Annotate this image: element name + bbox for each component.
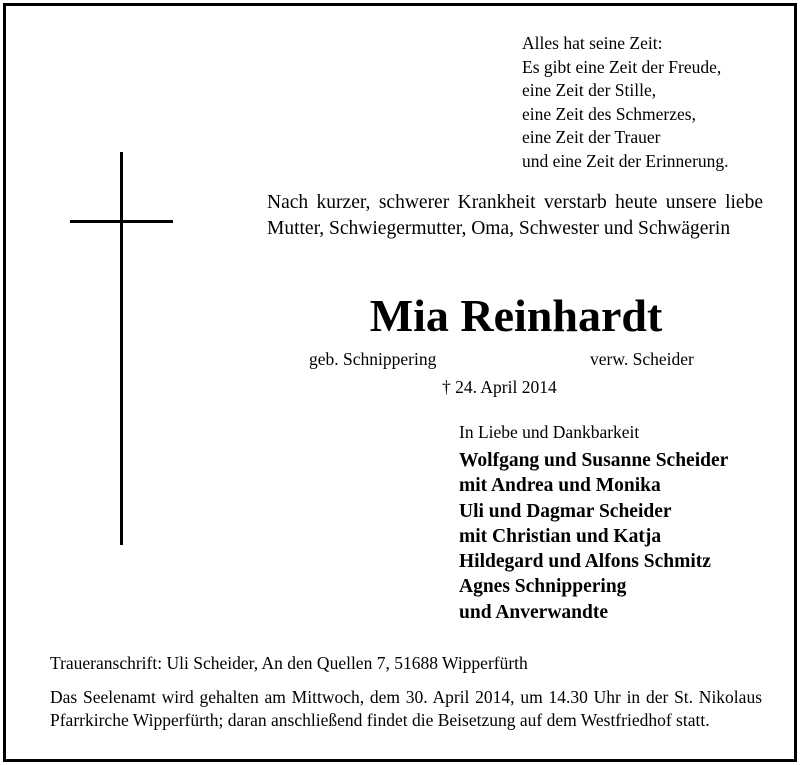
deceased-name: Mia Reinhardt [369,290,663,341]
mourner-line: Wolfgang und Susanne Scheider [459,450,729,471]
mourner-line: mit Christian und Katja [459,525,662,547]
poem-line: Es gibt eine Zeit der Freude, [522,56,722,77]
poem-line: eine Zeit der Trauer [522,127,661,147]
birth-name: geb. Schnippering [309,349,437,369]
poem-line: eine Zeit der Stille, [522,80,657,100]
poem [522,32,782,173]
poem-line: und eine Zeit der Erinnerung. [522,150,729,171]
intro-text: Nach kurzer, schwerer Krankheit verstarb heute unsere liebe Mutter, Schwiegermutter, Oma, Schwester und Schwägerin [267,192,763,239]
mourner-line: mit Andrea und Monika [459,475,661,497]
poem-line: eine Zeit des Schmerzes, [522,103,696,124]
widowed-name: verw. Scheider [590,349,694,369]
mourner-line: und Anverwandte [459,601,608,623]
obituary-notice [3,3,797,762]
poem-line: Alles hat seine Zeit: [522,33,663,53]
death-date: † 24. April 2014 [442,377,557,397]
mourner-line: Hildegard und Alfons Schmitz [459,551,711,573]
service-info: Das Seelenamt wird gehalten am Mittwoch, dem 30. April 2014, um 14.30 Uhr in der St. Nikolaus Pfarrkirche Wipperfürth; daran anschließend findet die Beisetzung auf dem Westfriedhof statt. [50,687,762,730]
cross-vertical-bar [120,152,123,545]
mourners-list [459,448,728,625]
mourning-address: Traueranschrift: Uli Scheider, An den Quellen 7, 51688 Wipperfürth [50,653,528,673]
mourner-line: Uli und Dagmar Scheider [459,500,672,522]
mourner-line: Agnes Schnippering [459,576,627,598]
cross-horizontal-bar [70,220,173,223]
mourners-intro: In Liebe und Dankbarkeit [459,422,640,442]
